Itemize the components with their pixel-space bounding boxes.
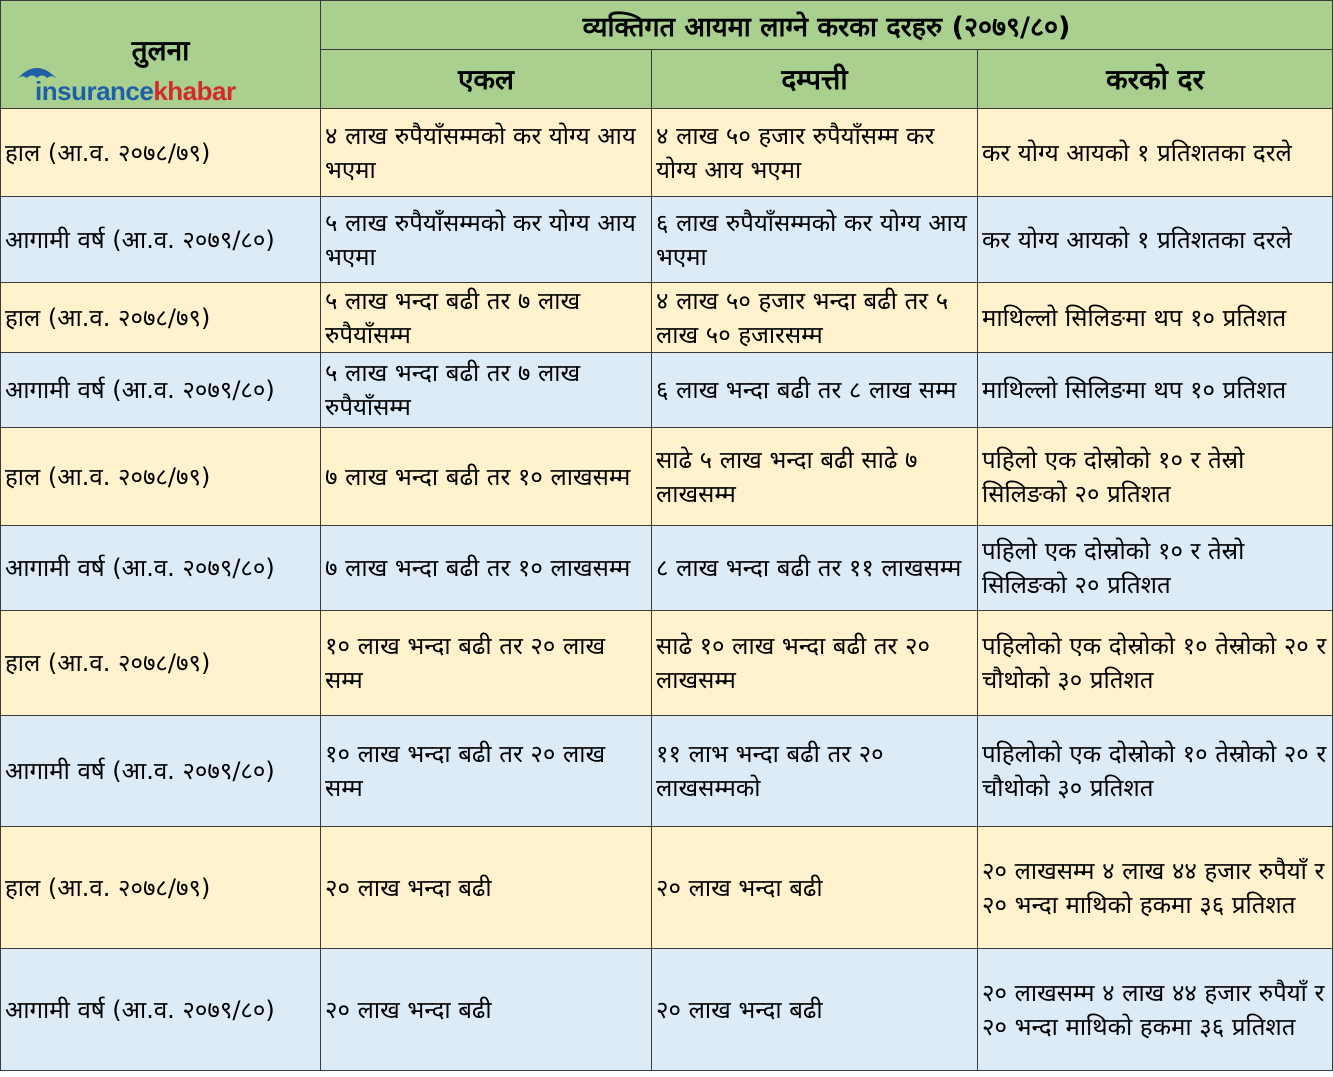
table-row [1,827,1333,949]
period-cell: आगामी वर्ष (आ.व. २०७९/८०) [1,716,321,827]
logo-part-khabar: khabar [153,76,236,106]
single-cell: ७ लाख भन्दा बढी तर १० लाखसम्म [321,526,652,611]
rate-cell: २० लाखसम्म ४ लाख ४४ हजार रुपैयाँ र २० भन्दा माथिको हकमा ३६ प्रतिशत [978,827,1333,949]
single-cell: ७ लाख भन्दा बढी तर १० लाखसम्म [321,428,652,526]
rate-cell: माथिल्लो सिलिङमा थप १० प्रतिशत [978,353,1333,428]
couple-cell: ६ लाख रुपैयाँसम्मको कर योग्य आय भएमा [652,197,978,283]
logo-wordmark [35,77,236,105]
couple-cell: २० लाख भन्दा बढी [652,827,978,949]
single-cell: २० लाख भन्दा बढी [321,827,652,949]
rate-cell: पहिलोको एक दोस्रोको १० तेस्रोको २० र चौथोको ३० प्रतिशत [978,716,1333,827]
single-cell: ४ लाख रुपैयाँसम्मको कर योग्य आय भएमा [321,109,652,197]
table-row [1,109,1333,197]
single-cell: ५ लाख भन्दा बढी तर ७ लाख रुपैयाँसम्म [321,353,652,428]
table-row [1,197,1333,283]
column-header-tax-rate: करको दर [978,50,1333,109]
rate-cell: २० लाखसम्म ४ लाख ४४ हजार रुपैयाँ र २० भन्दा माथिको हकमा ३६ प्रतिशत [978,949,1333,1071]
period-cell: हाल (आ.व. २०७८/७९) [1,611,321,716]
table-main-title: व्यक्तिगत आयमा लाग्ने करका दरहरु (२०७९/८०) [321,1,1333,50]
rate-cell: कर योग्य आयको १ प्रतिशतका दरले [978,109,1333,197]
couple-cell: ६ लाख भन्दा बढी तर ८ लाख सम्म [652,353,978,428]
couple-cell: २० लाख भन्दा बढी [652,949,978,1071]
period-cell: आगामी वर्ष (आ.व. २०७९/८०) [1,526,321,611]
logo-part-insurance: insurance [35,76,154,106]
rate-cell: पहिलो एक दोस्रोको १० र तेस्रो सिलिङको २० प्रतिशत [978,428,1333,526]
comparison-label: तुलना [131,34,190,67]
period-cell: हाल (आ.व. २०७८/७९) [1,283,321,353]
insurancekhabar-logo [15,63,255,107]
table-row [1,526,1333,611]
rate-cell: पहिलो एक दोस्रोको १० र तेस्रो सिलिङको २० प्रतिशत [978,526,1333,611]
single-cell: ५ लाख भन्दा बढी तर ७ लाख रुपैयाँसम्म [321,283,652,353]
period-cell: आगामी वर्ष (आ.व. २०७९/८०) [1,197,321,283]
period-cell: हाल (आ.व. २०७८/७९) [1,827,321,949]
period-cell: आगामी वर्ष (आ.व. २०७९/८०) [1,353,321,428]
table-row [1,611,1333,716]
couple-cell: साढे १० लाख भन्दा बढी तर २० लाखसम्म [652,611,978,716]
rate-cell: पहिलोको एक दोस्रोको १० तेस्रोको २० र चौथोको ३० प्रतिशत [978,611,1333,716]
period-cell: हाल (आ.व. २०७८/७९) [1,109,321,197]
rate-cell: माथिल्लो सिलिङमा थप १० प्रतिशत [978,283,1333,353]
couple-cell: ४ लाख ५० हजार रुपैयाँसम्म कर योग्य आय भएमा [652,109,978,197]
single-cell: ५ लाख रुपैयाँसम्मको कर योग्य आय भएमा [321,197,652,283]
column-header-single: एकल [321,50,652,109]
table-row [1,716,1333,827]
couple-cell: ८ लाख भन्दा बढी तर ११ लाखसम्म [652,526,978,611]
period-cell: हाल (आ.व. २०७८/७९) [1,428,321,526]
table-row [1,353,1333,428]
single-cell: २० लाख भन्दा बढी [321,949,652,1071]
couple-cell: साढे ५ लाख भन्दा बढी साढे ७ लाखसम्म [652,428,978,526]
table-row [1,949,1333,1071]
comparison-header-cell [1,1,321,109]
column-header-couple: दम्पत्ती [652,50,978,109]
table-row [1,283,1333,353]
couple-cell: ४ लाख ५० हजार भन्दा बढी तर ५ लाख ५० हजारसम्म [652,283,978,353]
table-row [1,428,1333,526]
rate-cell: कर योग्य आयको १ प्रतिशतका दरले [978,197,1333,283]
period-cell: आगामी वर्ष (आ.व. २०७९/८०) [1,949,321,1071]
couple-cell: ११ लाभ भन्दा बढी तर २० लाखसम्मको [652,716,978,827]
single-cell: १० लाख भन्दा बढी तर २० लाख सम्म [321,716,652,827]
single-cell: १० लाख भन्दा बढी तर २० लाख सम्म [321,611,652,716]
